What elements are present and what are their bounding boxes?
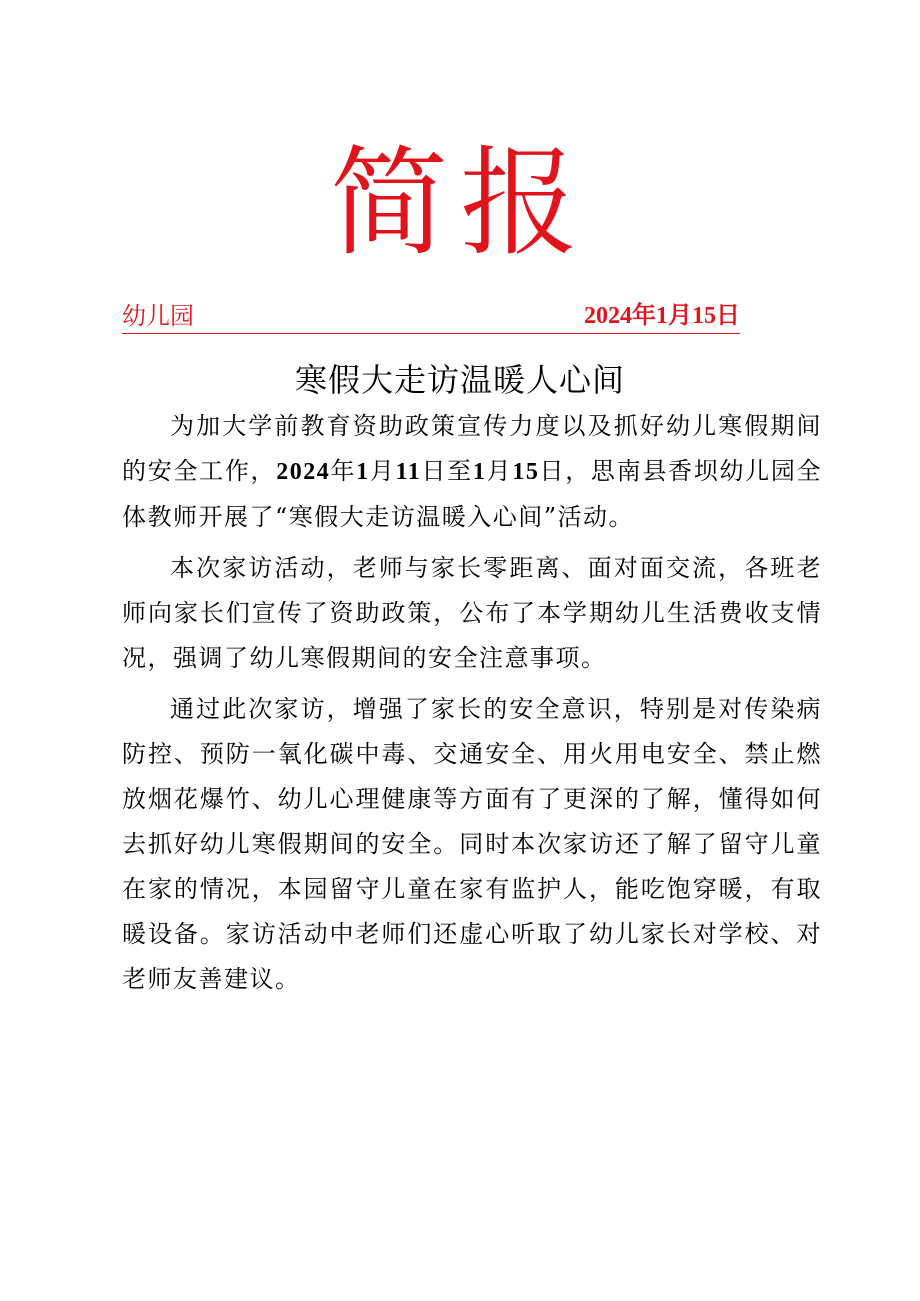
paragraph-text: 日，思南县香坝幼儿园全体教师开展了“寒假大走访温暖入心间”活动。: [122, 457, 823, 531]
paragraph-text: 本次家访活动，老师与家长零距离、面对面交流，各班老师向家长们宣传了资助政策，公布了本学期幼儿生活费收支情况，强调了幼儿寒假期间的安全注意事项。: [122, 554, 822, 672]
paragraph-text: 月: [369, 457, 396, 485]
paragraph-3: [122, 687, 822, 1002]
paragraph-2: [122, 546, 822, 681]
paragraph-text: 为加大学前教育资助政策宣传力度以及抓好幼儿寒假期间的安全工作，: [122, 412, 822, 485]
masthead-title: 简报: [329, 134, 590, 272]
organization-name: 幼儿园: [122, 302, 194, 330]
paragraph-1: [122, 404, 822, 540]
number-text: 1: [356, 459, 370, 485]
number-text: 1: [472, 459, 487, 485]
paragraph-text: 年: [330, 457, 357, 485]
paragraph-text: 月: [486, 457, 513, 485]
number-text: 15: [512, 459, 540, 485]
article-body: [122, 404, 822, 1008]
paragraph-text: 日至: [421, 457, 473, 485]
masthead-rule: [122, 301, 740, 334]
number-text: 11: [395, 459, 422, 485]
paragraph-text: 通过此次家访，增强了家长的安全意识，特别是对传染病防控、预防一氧化碳中毒、交通安全、用火用电安全、禁止燃放烟花爆竹、幼儿心理健康等方面有了更深的了解，懂得如何去抓好幼儿寒假期间的安全。同时本次家访还了解了留守儿童在家的情况，本园留守儿童在家有监护人，能吃饱穿暖，有取暖设备。家访活动中老师们还虚心听取了幼儿家长对学校、对老师友善建议。: [122, 695, 822, 993]
number-text: 2024: [276, 459, 331, 485]
article-title: 寒假大走访温暖人心间: [294, 361, 625, 399]
issue-date: 2024年1月15日: [584, 303, 740, 329]
